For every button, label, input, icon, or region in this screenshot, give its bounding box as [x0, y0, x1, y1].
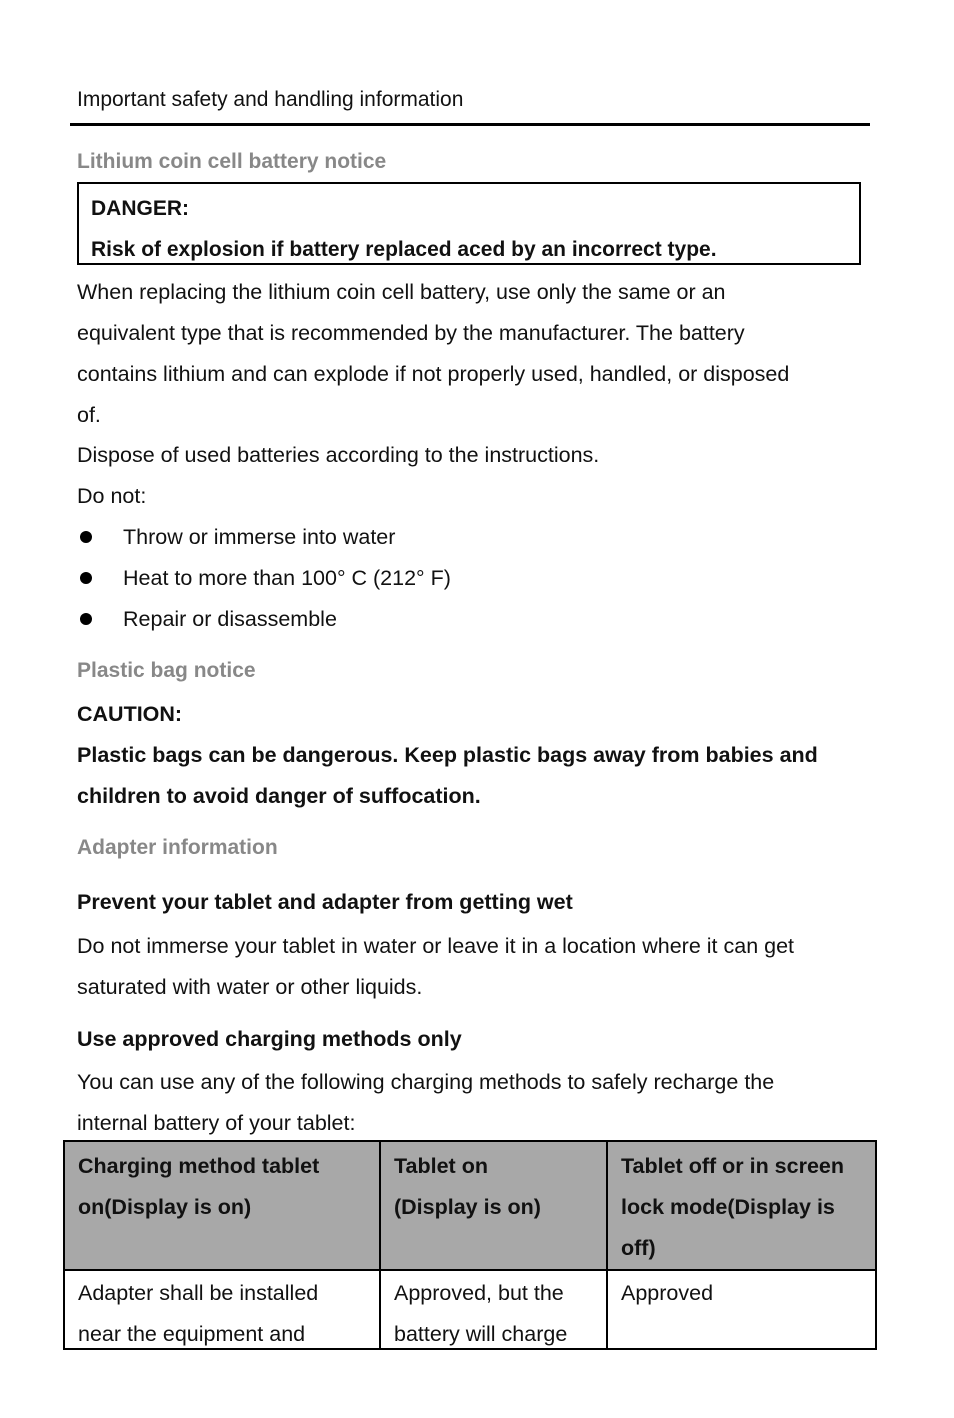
- lithium-para-line: When replacing the lithium coin cell battery, use only the same or an: [77, 280, 726, 304]
- caution-text-line: children to avoid danger of suffocation.: [77, 784, 481, 808]
- lithium-para-line: of.: [77, 403, 101, 427]
- cell-line: Adapter shall be installed: [78, 1281, 319, 1305]
- table-header-row: [64, 1141, 876, 1270]
- danger-box: [77, 182, 861, 265]
- charging-subheading: Use approved charging methods only: [77, 1027, 462, 1051]
- header-line: lock mode(Display is: [621, 1195, 835, 1219]
- table-bottom-border: [63, 1348, 877, 1350]
- dispose-text: Dispose of used batteries according to the instructions.: [77, 443, 600, 467]
- table-header-cell: [607, 1141, 876, 1270]
- lithium-para-line: contains lithium and can explode if not properly used, handled, or disposed: [77, 362, 790, 386]
- header-line: off): [621, 1236, 656, 1260]
- header-line: Tablet off or in screen: [621, 1154, 844, 1178]
- charging-methods-table: [63, 1140, 877, 1357]
- header-line: on(Display is on): [78, 1195, 252, 1219]
- table-row: [64, 1270, 876, 1356]
- danger-text: Risk of explosion if battery replaced aced by an incorrect type.: [91, 238, 717, 261]
- table-cell: [380, 1270, 607, 1356]
- table-header-cell: [380, 1141, 607, 1270]
- cell-line: Approved: [621, 1281, 714, 1305]
- cell-line: Approved, but the: [394, 1281, 564, 1305]
- header-line: (Display is on): [394, 1195, 541, 1219]
- page-header: Important safety and handling information: [77, 88, 464, 111]
- bullet-dot-icon: [80, 531, 92, 543]
- header-line: Charging method tablet: [78, 1154, 320, 1178]
- page-bottom-mask: [0, 1350, 954, 1418]
- cell-line: near the equipment and: [78, 1322, 306, 1346]
- wet-text-line: saturated with water or other liquids.: [77, 975, 423, 999]
- charging-text-line: You can use any of the following charging methods to safely recharge the: [77, 1070, 775, 1094]
- table-cell: [64, 1270, 380, 1356]
- bullet-text: Repair or disassemble: [123, 607, 337, 631]
- wet-text-line: Do not immerse your tablet in water or leave it in a location where it can get: [77, 934, 795, 958]
- header-line: Tablet on: [394, 1154, 488, 1178]
- plastic-section-heading: Plastic bag notice: [77, 659, 256, 682]
- bullet-dot-icon: [80, 572, 92, 584]
- table-header-cell: [64, 1141, 380, 1270]
- header-rule: [70, 123, 870, 126]
- bullet-text: Throw or immerse into water: [123, 525, 396, 549]
- wet-subheading: Prevent your tablet and adapter from getting wet: [77, 890, 573, 914]
- bullet-dot-icon: [80, 613, 92, 625]
- lithium-para-line: equivalent type that is recommended by the manufacturer. The battery: [77, 321, 745, 345]
- caution-text-line: Plastic bags can be dangerous. Keep plastic bags away from babies and: [77, 743, 818, 767]
- caution-label: CAUTION:: [77, 702, 183, 726]
- danger-label: DANGER:: [91, 197, 189, 220]
- do-not-label: Do not:: [77, 484, 147, 508]
- bullet-text: Heat to more than 100° C (212° F): [123, 566, 451, 590]
- table-cell: [607, 1270, 876, 1356]
- charging-text-line: internal battery of your tablet:: [77, 1111, 356, 1135]
- adapter-section-heading: Adapter information: [77, 836, 278, 859]
- lithium-section-heading: Lithium coin cell battery notice: [77, 150, 387, 173]
- cell-line: battery will charge: [394, 1322, 568, 1346]
